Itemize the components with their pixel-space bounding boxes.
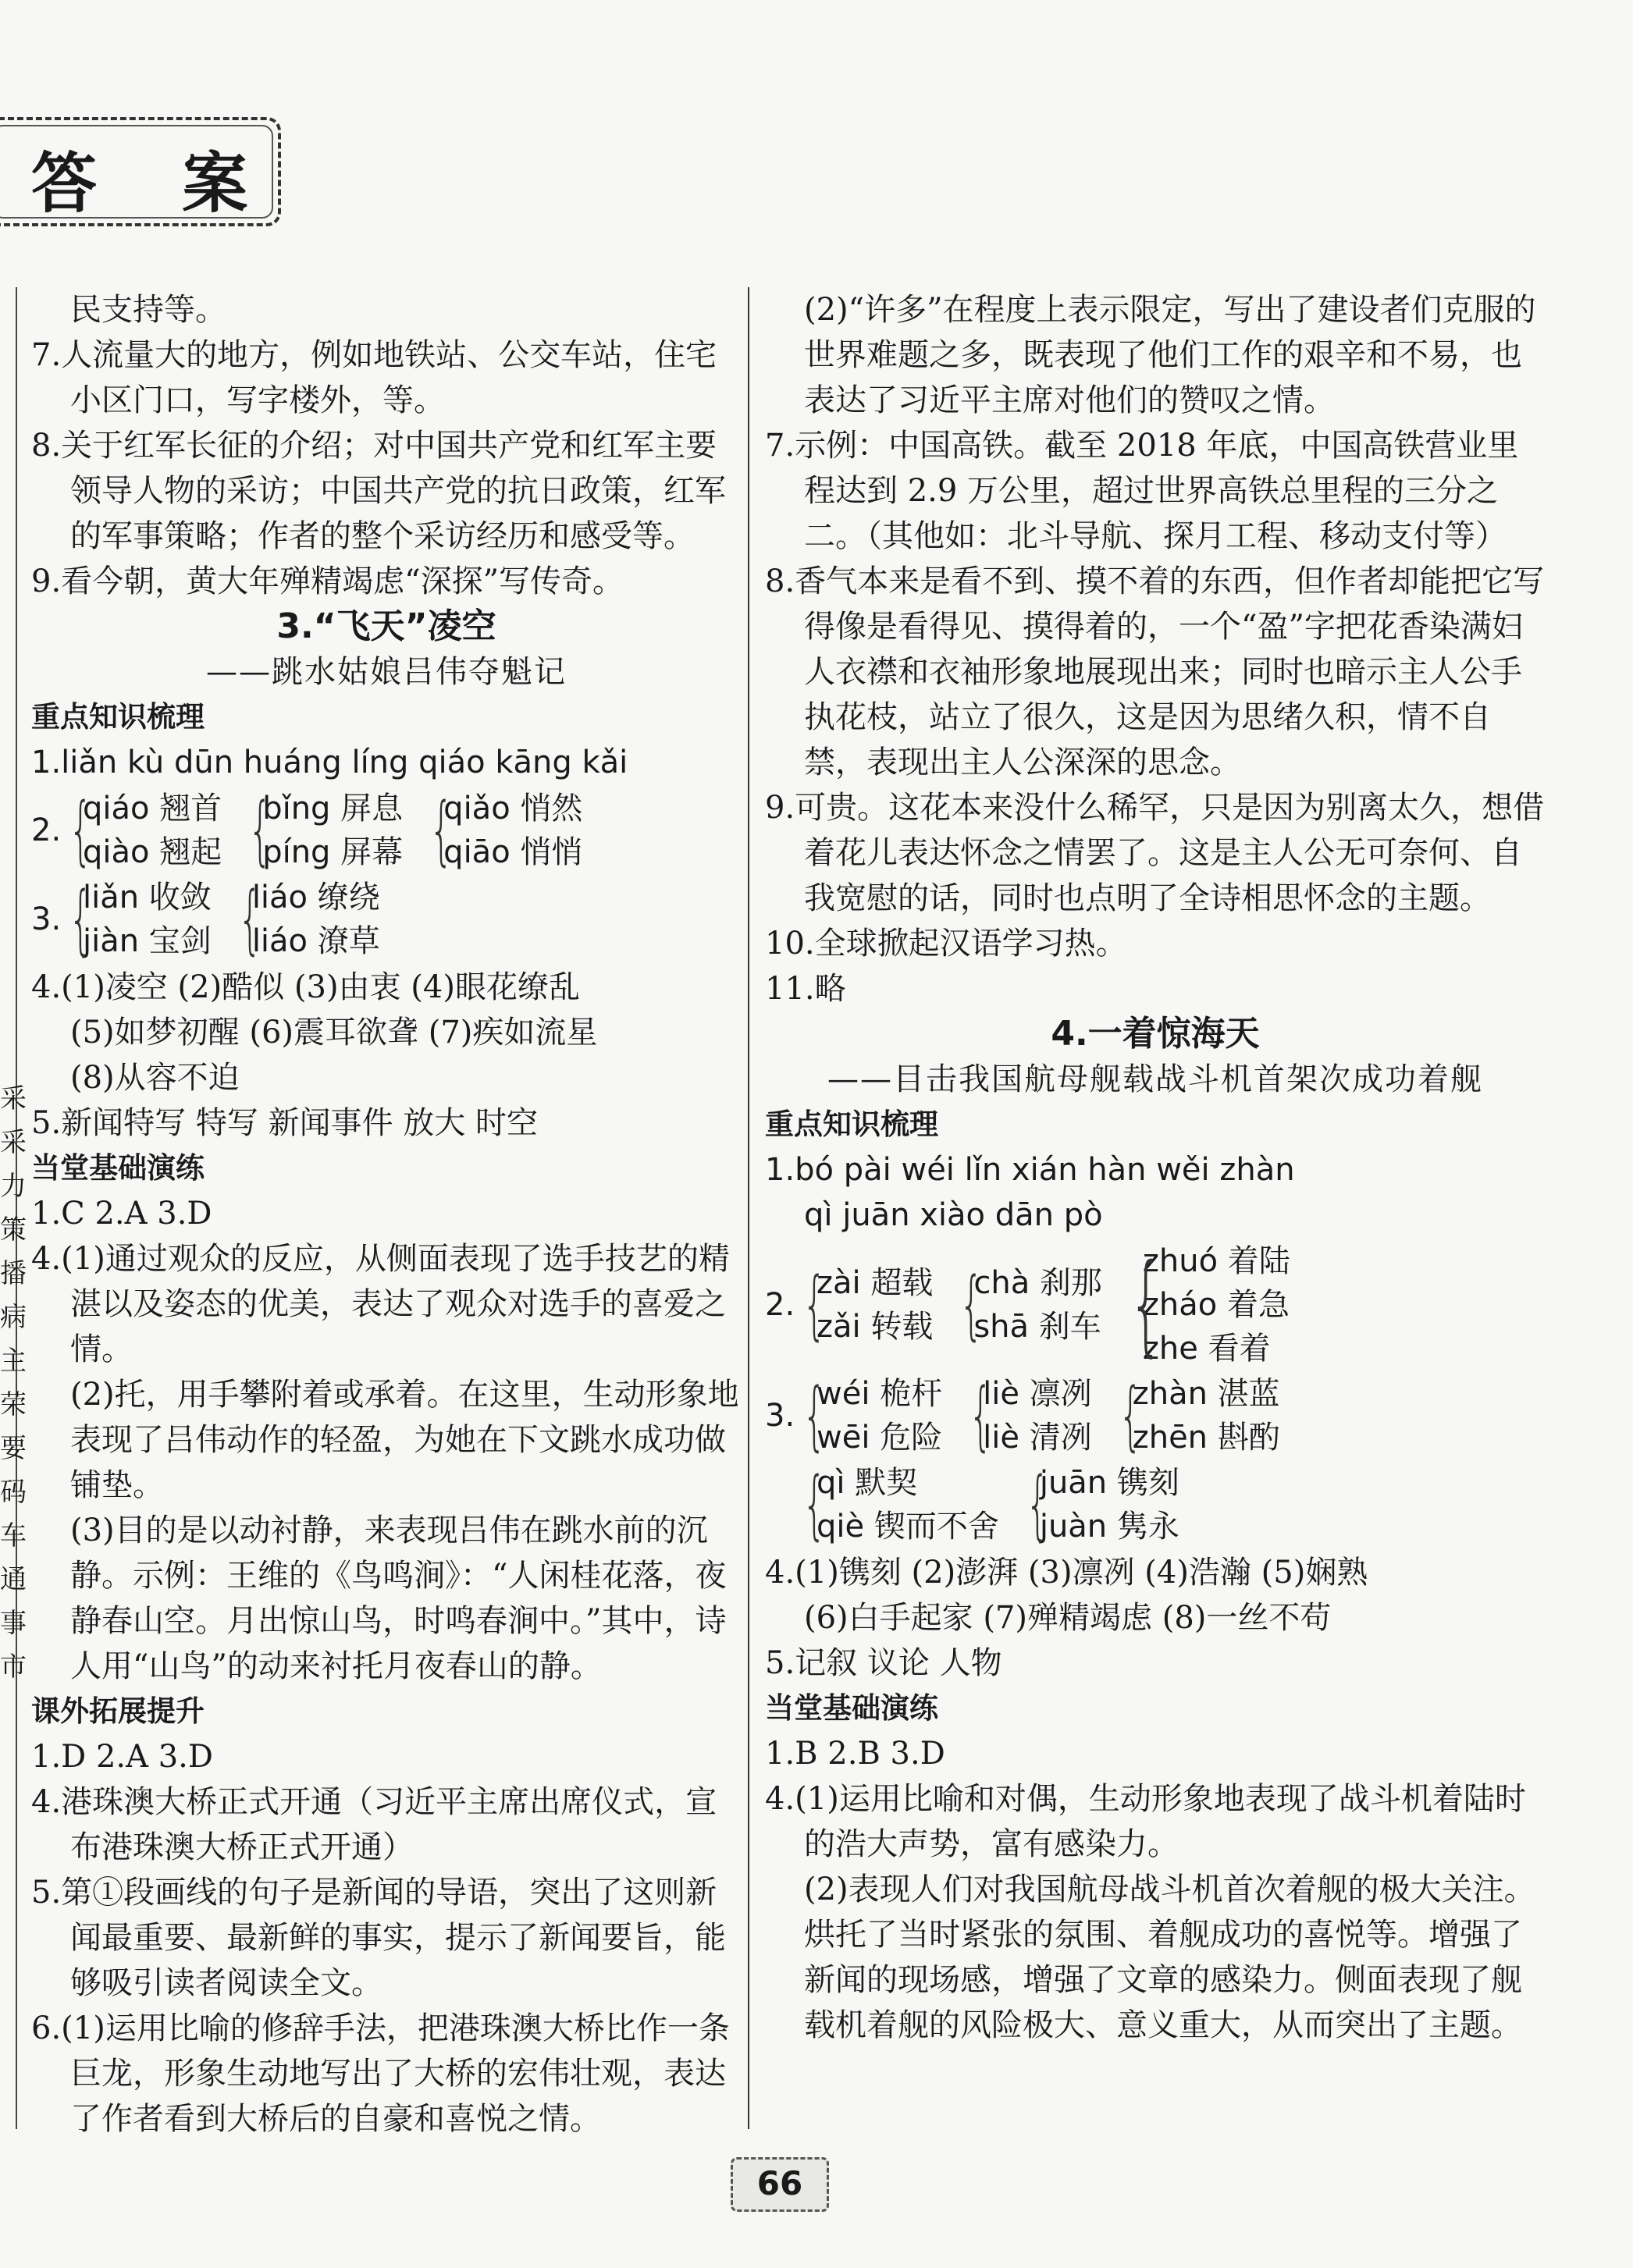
brace-group [798,1261,933,1349]
brace-row [765,1372,1546,1459]
brace-item: liè 凛冽 [983,1376,1092,1412]
brace-item: bǐng 屏息 [262,791,404,827]
brace-item: liè 清冽 [983,1420,1092,1456]
brace-item: jiàn 宝剑 [83,923,212,959]
cut-off-edge-text [0,1077,27,1689]
answer-line: (5)如梦初醒 (6)震耳欲聋 (7)疾如流星 [70,1015,598,1050]
brace-item: qiào 翘起 [83,834,222,870]
brace-group [244,787,403,874]
brace-item: wéi 桅杆 [816,1376,943,1412]
answer-line: (2)表现人们对我国航母战斗机首次着舰的极大关注。烘托了当时紧张的氛围、着舰成功的喜悦等。增强了新闻的现场感，增强了文章的感染力。侧面表现了舰载机着舰的风险极大、意义重大，从而突出了主题。 [804,1872,1535,2043]
answer-line: 7.人流量大的地方，例如地铁站、公交车站，住宅小区门口，写字楼外，等。 [31,337,717,418]
right-column [765,287,1546,2048]
brace-item: zháo 着急 [1142,1287,1290,1323]
brace-icon: { [802,1372,827,1459]
brace-icon: { [969,1372,993,1459]
edge-char: 病 [0,1302,27,1333]
brace-group [1114,1372,1280,1459]
answer-line: 4.(1)运用比喻和对偶，生动形象地表现了战斗机着陆时的浩大声势，富有感染力。 [765,1781,1526,1862]
brace-group [425,787,582,874]
brace-row [765,1239,1546,1370]
brace-icon: { [802,1461,827,1548]
answer-line: 9.看今朝，黄大年殚精竭虑“深探”写传奇。 [31,563,624,599]
pinyin-line: 1.bó pài wéi lǐn xián hàn wěi zhàn [765,1152,1295,1188]
edge-char: 力 [0,1171,27,1202]
section-heading: 课外拓展提升 [31,1694,205,1728]
edge-char: 荣 [0,1389,27,1420]
brace-group [964,1372,1092,1459]
brace-group [798,1461,999,1548]
brace-item: zhēn 斟酌 [1132,1420,1280,1456]
brace-group [64,787,222,874]
section-heading: 当堂基础演练 [765,1691,938,1725]
brace-icon: { [237,876,262,963]
brace-row [31,787,742,874]
edge-char: 市 [0,1651,27,1683]
edge-char: 采 [0,1083,27,1114]
answer-line: 6.(1)运用比喻的修辞手法，把港珠澳大桥比作一条巨龙，形象生动地写出了大桥的宏伟壮观，表达了作者看到大桥后的自豪和喜悦之情。 [31,2010,730,2137]
answer-line: 7.示例：中国高铁。截至 2018 年底，中国高铁营业里程达到 2.9 万公里，超过世界高铁总里程的三分之二。（其他如：北斗导航、探月工程、移动支付等） [765,428,1519,554]
brace-icon: { [69,787,93,874]
page-number: 66 [731,2157,829,2212]
edge-char: 车 [0,1520,27,1552]
answer-line: 5.新闻特写 特写 新闻事件 放大 时空 [31,1105,539,1141]
item-number: 3. [31,901,62,937]
section-heading: 重点知识梳理 [765,1107,938,1141]
answer-line: 4.(1)通过观众的反应，从侧面表现了选手技艺的精湛以及姿态的优美，表达了观众对选手的喜爱之情。 [31,1241,730,1367]
brace-item: zhuó 着陆 [1142,1243,1290,1279]
brace-group [798,1372,942,1459]
brace-item: qiāo 悄悄 [443,834,583,870]
brace-item: píng 屏幕 [262,834,404,870]
brace-item: chà 刹那 [973,1265,1102,1301]
brace-group [1021,1461,1179,1548]
brace-icon: { [248,787,272,874]
answer-line: 8.香气本来是看不到、摸不着的东西，但作者却能把它写得像是看得见、摸得着的，一个“盈”字把花香染满妇人衣襟和衣袖形象地展现出来；同时也暗示主人公手执花枝，站立了很久，这是因为思绪久积，情不自禁，表现出主人公深深的思念。 [765,563,1545,780]
brace-icon: { [429,787,454,874]
section-heading: 重点知识梳理 [31,700,205,734]
edge-char: 事 [0,1608,27,1639]
brace-icon: { [1118,1372,1143,1459]
brace-item: juàn 隽永 [1039,1509,1179,1545]
brace-item: juān 镌刻 [1039,1465,1179,1501]
lesson-title: 4.一着惊海天 [1051,1014,1260,1054]
edge-char: 码 [0,1477,27,1508]
edge-char: 要 [0,1433,27,1464]
brace-item: zhe 看着 [1142,1331,1271,1367]
brace-item: zhàn 湛蓝 [1132,1376,1280,1412]
brace-item: qiè 锲而不舍 [816,1509,999,1545]
answer-line: 1.D 2.A 3.D [31,1739,213,1775]
answer-line: (8)从容不迫 [70,1060,240,1096]
edge-char: 采 [0,1127,27,1158]
answer-line: 8.关于红军长征的介绍；对中国共产党和红军主要领导人物的采访；中国共产党的抗日政策，红军的军事策略；作者的整个采访经历和感受等。 [31,428,726,554]
answer-line: (3)目的是以动衬静，来表现吕伟在跳水前的沉静。示例：王维的《鸟鸣涧》：“人闲桂花落，夜静春山空。月出惊山鸟，时鸣春涧中。”其中，诗人用“山鸟”的动来衬托月夜春山的静。 [70,1513,727,1684]
brace-icon: { [1128,1241,1164,1368]
answer-line: 4.港珠澳大桥正式开通（习近平主席出席仪式，宣布港珠澳大桥正式开通） [31,1784,717,1865]
answer-line: 9.可贵。这花本来没什么稀罕，只是因为别离太久，想借着花儿表达怀念之情罢了。这是主人公无可奈何、自我宽慰的话，同时也点明了全诗相思怀念的主题。 [765,790,1545,916]
brace-group [64,876,212,963]
pinyin-line: 1.liǎn kù dūn huáng líng qiáo kāng kǎi [31,745,628,780]
answer-line: 1.C 2.A 3.D [31,1196,212,1232]
item-number: 2. [765,1287,795,1323]
answer-line: (6)白手起家 (7)殚精竭虑 (8)一丝不苟 [804,1600,1332,1636]
answer-line: 10.全球掀起汉语学习热。 [765,926,1127,962]
item-number: 3. [765,1398,795,1434]
answer-line: 民支持等。 [70,292,226,328]
column-divider [748,287,749,2129]
answer-line: 4.(1)镌刻 (2)澎湃 (3)凛冽 (4)浩瀚 (5)娴熟 [765,1555,1368,1591]
brace-item: shā 刹车 [973,1309,1101,1345]
brace-item: wēi 危险 [816,1420,943,1456]
lesson-subtitle: ——跳水姑娘吕伟夺魁记 [206,654,567,690]
brace-icon: { [802,1261,827,1349]
answer-line: (2)“许多”在程度上表示限定，写出了建设者们克服的世界难题之多，既表现了他们工作的艰辛和不易，也表达了习近平主席对他们的赞叹之情。 [804,292,1536,418]
brace-item: qiǎo 悄然 [443,791,583,827]
lesson-title: 3.“飞天”凌空 [276,606,496,646]
answer-line: 5.第①段画线的句子是新闻的导语，突出了这则新闻最重要、最新鲜的事实，提示了新闻要旨，能够吸引读者阅读全文。 [31,1875,726,2001]
brace-row [31,876,742,963]
brace-row [765,1461,1546,1548]
item-number: 2. [31,812,62,848]
answer-line: 11.略 [765,971,846,1007]
edge-char: 通 [0,1564,27,1595]
brace-group [955,1261,1102,1349]
brace-item: liáo 缭绕 [251,880,380,915]
section-heading: 当堂基础演练 [31,1151,205,1185]
brace-icon: { [1025,1461,1050,1548]
brace-group [233,876,380,963]
pinyin-line: qì juān xiào dān pò [804,1197,1103,1233]
left-column [31,287,742,2142]
answer-line: 1.B 2.B 3.D [765,1736,945,1772]
brace-item: zài 超载 [816,1265,934,1301]
answer-line: 4.(1)凌空 (2)酷似 (3)由衷 (4)眼花缭乱 [31,969,580,1005]
edge-char: 策 [0,1214,27,1246]
brace-item: zǎi 转载 [816,1309,934,1345]
edge-char: 主 [0,1346,27,1377]
answer-header-title: 答 案 [31,145,279,222]
edge-char: 播 [0,1258,27,1289]
brace-group [1124,1239,1290,1370]
answer-line: (2)托，用手攀附着或承着。在这里，生动形象地表现了吕伟动作的轻盈，为她在下文跳水成功做铺垫。 [70,1377,739,1503]
brace-icon: { [959,1261,984,1349]
lesson-subtitle: ——目击我国航母舰载战斗机首架次成功着舰 [827,1061,1483,1097]
answer-line: 5.记叙 议论 人物 [765,1645,1002,1681]
brace-item: liáo 潦草 [251,923,380,959]
brace-item: liǎn 收敛 [83,880,212,915]
brace-item: qiáo 翘首 [83,791,222,827]
brace-icon: { [69,876,93,963]
brace-item: qì 默契 [816,1465,918,1501]
